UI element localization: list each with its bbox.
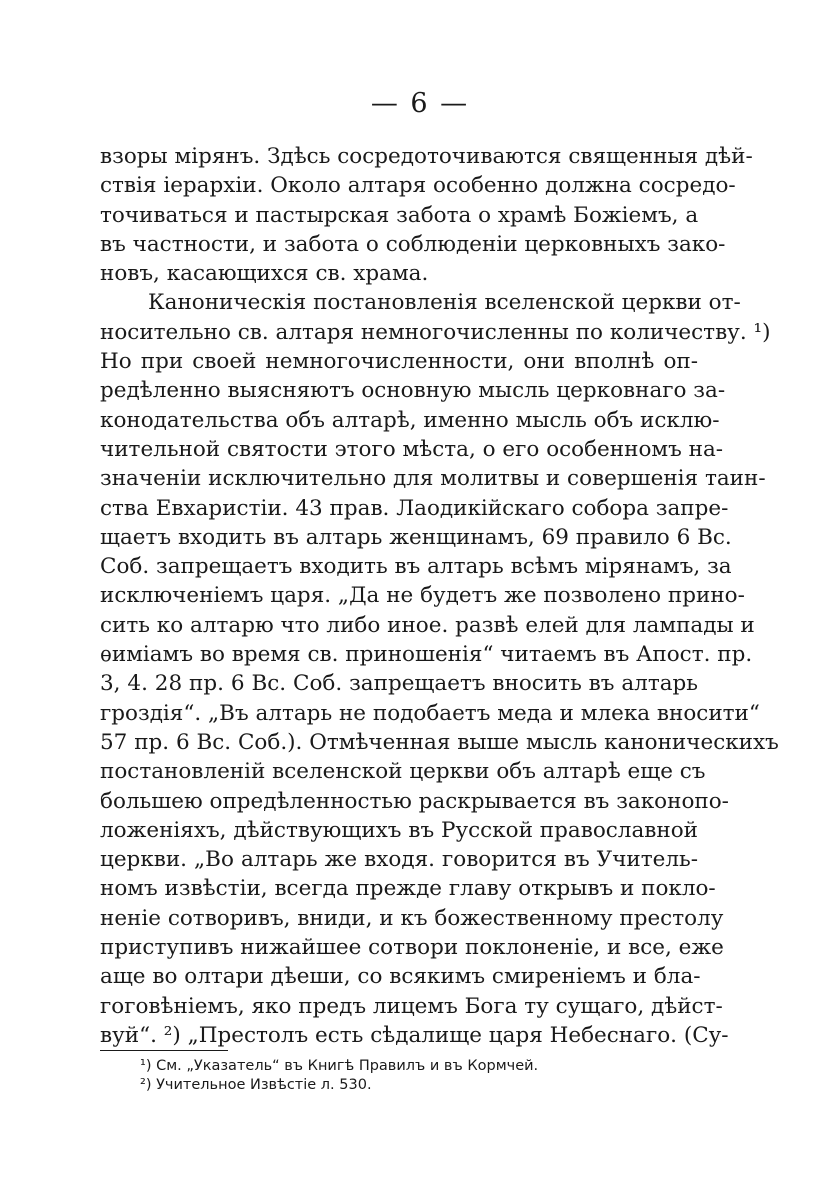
footnote: ¹) См. „Указатель“ въ Книгѣ Правилъ и въ Кормчей. [140,1058,539,1074]
text-line: ства Евхаристіи. 43 прав. Лаодикійскаго собора запре- [100,495,729,521]
text-line: приступивъ нижайшее сотвори поклоненіе, и все, еже [100,935,724,961]
text-line: ствія іерархіи. Около алтаря особенно должна сосредо- [100,173,736,199]
text-line: Каноническія постановленія вселенской церкви от- [148,290,741,316]
text-line: большею опредѣленностью раскрывается въ законопо- [100,788,729,814]
footnotes [140,1057,538,1095]
text-line: Соб. запрещаетъ входить въ алтарь всѣмъ мірянамъ, за [100,554,732,580]
text-line: взоры мірянъ. Здѣсь сосредоточиваются священныя дѣй- [100,144,753,169]
text-line: носительно св. алтаря немногочисленны по количеству. ¹) [100,319,771,345]
text-line: въ частности, и забота о соблюденіи церковныхъ зако- [100,231,726,257]
text-line: значеніи исключительно для молитвы и совершенія таин- [100,466,766,492]
text-line: ѳиміамъ во время св. приношенія“ читаемъ въ Апост. пр. [100,642,753,668]
text-line: неніе сотворивъ, вниди, и къ божественному престолу [100,905,724,931]
text-line: конодательства объ алтарѣ, именно мысль объ исклю- [100,407,720,433]
text-line: редѣленно выясняютъ основную мысль церковнаго за- [100,378,726,404]
text-line: постановленій вселенской церкви объ алтарѣ еще съ [100,759,706,785]
body-text [100,142,779,1050]
text-line: аще во олтари дѣеши, со всякимъ смиреніемъ и бла- [100,964,701,990]
text-line: чительной святости этого мѣста, о его особенномъ на- [100,436,724,462]
text-line: вуй“. ²) „Престолъ есть сѣдалище царя Небеснаго. (Су- [100,1022,729,1048]
text-line: исключеніемъ царя. „Да не будетъ же позволено прино- [100,583,745,609]
text-line: гроздія“. „Въ алтарь не подобаетъ меда и млека вносити“ [100,700,760,726]
text-line: 57 пр. 6 Вс. Соб.). Отмѣченная выше мысль каноническихъ [100,729,779,755]
text-line: церкви. „Во алтарь же входя. говорится въ Учитель- [100,847,698,873]
text-line: гоговѣніемъ, яко предъ лицемъ Бога ту сущаго, дѣйст- [100,993,723,1019]
text-line: 3, 4. 28 пр. 6 Вс. Соб. запрещаетъ вносить въ алтарь [100,671,698,697]
text-line: ложеніяхъ, дѣйствующихъ въ Русской православной [100,817,698,843]
text-line: щаетъ входить въ алтарь женщинамъ, 69 правило 6 Вс. [100,524,732,550]
footnote-divider [100,1050,228,1051]
text-line: Но при своей немногочисленности, они вполнѣ оп- [100,349,698,375]
footnote: ²) Учительное Извѣстіе л. 530. [140,1077,372,1093]
text-line: сить ко алтарю что либо иное. развѣ елей для лампады и [100,612,755,638]
text-line: точиваться и пастырская забота о храмѣ Божіемъ, а [100,202,699,228]
text-line: номъ извѣстіи, всегда прежде главу открывъ и покло- [100,876,716,902]
page-number: — 6 — [370,88,470,119]
text-line: новъ, касающихся св. храма. [100,261,429,287]
